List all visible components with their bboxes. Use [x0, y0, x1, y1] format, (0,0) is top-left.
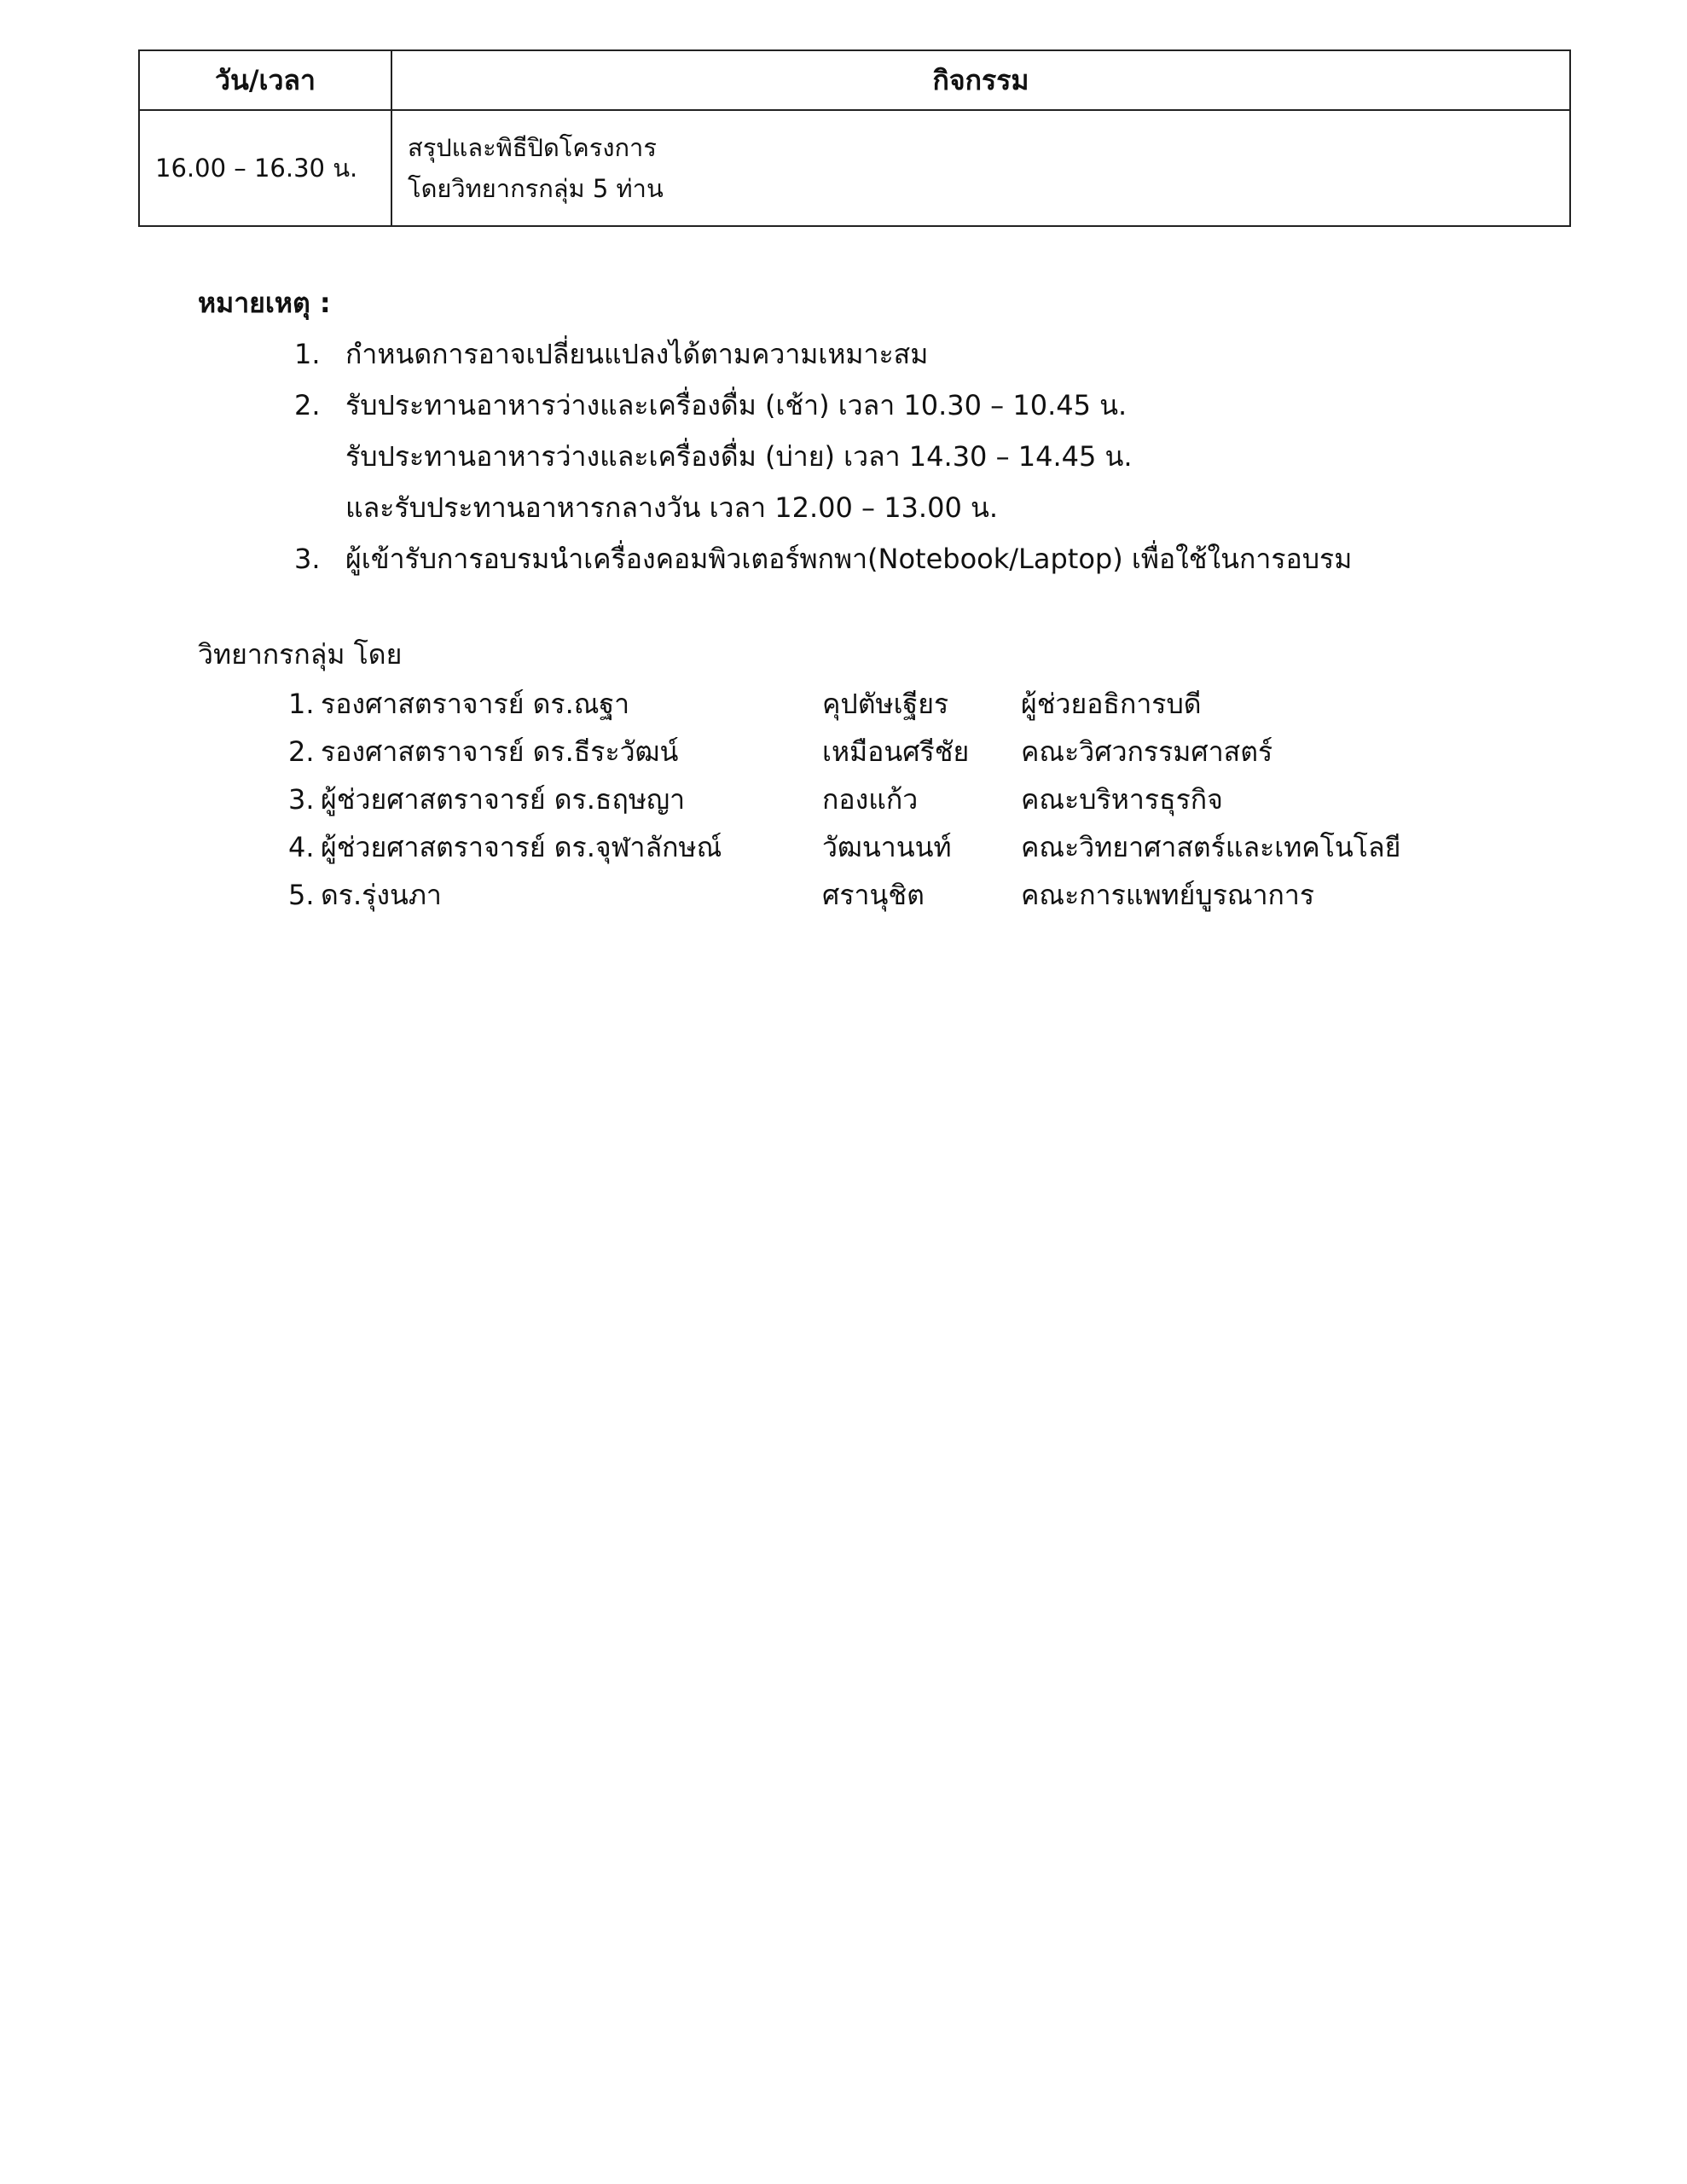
note-number: 1. — [294, 338, 321, 370]
speaker-unit: ผู้ช่วยอธิการบดี — [1021, 688, 1202, 720]
speaker-unit: คณะวิศวกรรมศาสตร์ — [1021, 735, 1273, 768]
table-header-row — [139, 50, 1570, 110]
note-line: รับประทานอาหารว่างและเครื่องดื่ม (บ่าย) เวลา 14.30 – 14.45 น. — [345, 440, 1133, 473]
schedule-table — [138, 49, 1571, 227]
speaker-surname: กองแก้ว — [822, 783, 919, 816]
note-number: 3. — [294, 543, 321, 575]
speaker-surname: เหมือนศรีชัย — [822, 735, 970, 768]
row-time: 16.00 – 16.30 น. — [139, 110, 391, 226]
note-line: ผู้เข้ารับการอบรมนำเครื่องคอมพิวเตอร์พกพา(Notebook/Laptop) เพื่อใช้ในการอบรม — [345, 543, 1353, 575]
speaker-unit: คณะวิทยาศาสตร์และเทคโนโลยี — [1021, 831, 1401, 863]
table-row — [139, 110, 1570, 226]
header-activity: กิจกรรม — [391, 50, 1570, 110]
speaker-row — [288, 871, 1400, 919]
notes-heading: หมายเหตุ : — [198, 287, 331, 319]
speaker-surname: วัฒนานนท์ — [822, 831, 952, 863]
speaker-surname: ศรานุชิต — [822, 879, 925, 911]
speaker-name: ผู้ช่วยศาสตราจารย์ ดร.จุฬาลักษณ์ — [321, 831, 722, 863]
speaker-number: 4. — [288, 831, 315, 863]
speaker-name: ดร.รุ่งนภา — [321, 879, 442, 911]
speaker-number: 1. — [288, 688, 315, 720]
note-item — [294, 533, 1352, 584]
speaker-unit: คณะการแพทย์บูรณาการ — [1021, 879, 1315, 911]
speaker-name: รองศาสตราจารย์ ดร.ณฐา — [321, 688, 630, 720]
speaker-row — [288, 728, 1400, 775]
speaker-number: 3. — [288, 783, 315, 816]
activity-line: โดยวิทยากรกลุ่ม 5 ท่าน — [408, 174, 664, 203]
note-text — [345, 380, 1133, 533]
speakers-list — [288, 680, 1400, 919]
speaker-row — [288, 775, 1400, 823]
note-line: และรับประทานอาหารกลางวัน เวลา 12.00 – 13.00 น. — [345, 491, 999, 524]
note-text — [345, 328, 928, 380]
speaker-name: รองศาสตราจารย์ ดร.ธีระวัฒน์ — [321, 735, 679, 768]
note-item — [294, 328, 1352, 380]
notes-list — [294, 328, 1352, 584]
note-line: รับประทานอาหารว่างและเครื่องดื่ม (เช้า) เวลา 10.30 – 10.45 น. — [345, 389, 1128, 421]
speaker-number: 2. — [288, 735, 315, 768]
note-item — [294, 380, 1352, 533]
speaker-unit: คณะบริหารธุรกิจ — [1021, 783, 1223, 816]
note-line: กำหนดการอาจเปลี่ยนแปลงได้ตามความเหมาะสม — [345, 338, 929, 370]
activity-line: สรุปและพิธีปิดโครงการ — [408, 133, 657, 162]
speaker-number: 5. — [288, 879, 315, 911]
speaker-surname: คุปตัษเฐียร — [822, 688, 949, 720]
speakers-heading: วิทยากรกลุ่ม โดย — [198, 638, 403, 671]
note-text — [345, 533, 1352, 584]
speaker-row — [288, 680, 1400, 728]
header-time: วัน/เวลา — [139, 50, 391, 110]
speaker-row — [288, 823, 1400, 871]
note-number: 2. — [294, 389, 321, 421]
speaker-name: ผู้ช่วยศาสตราจารย์ ดร.ธฤษญา — [321, 783, 686, 816]
row-activity — [391, 110, 1570, 226]
